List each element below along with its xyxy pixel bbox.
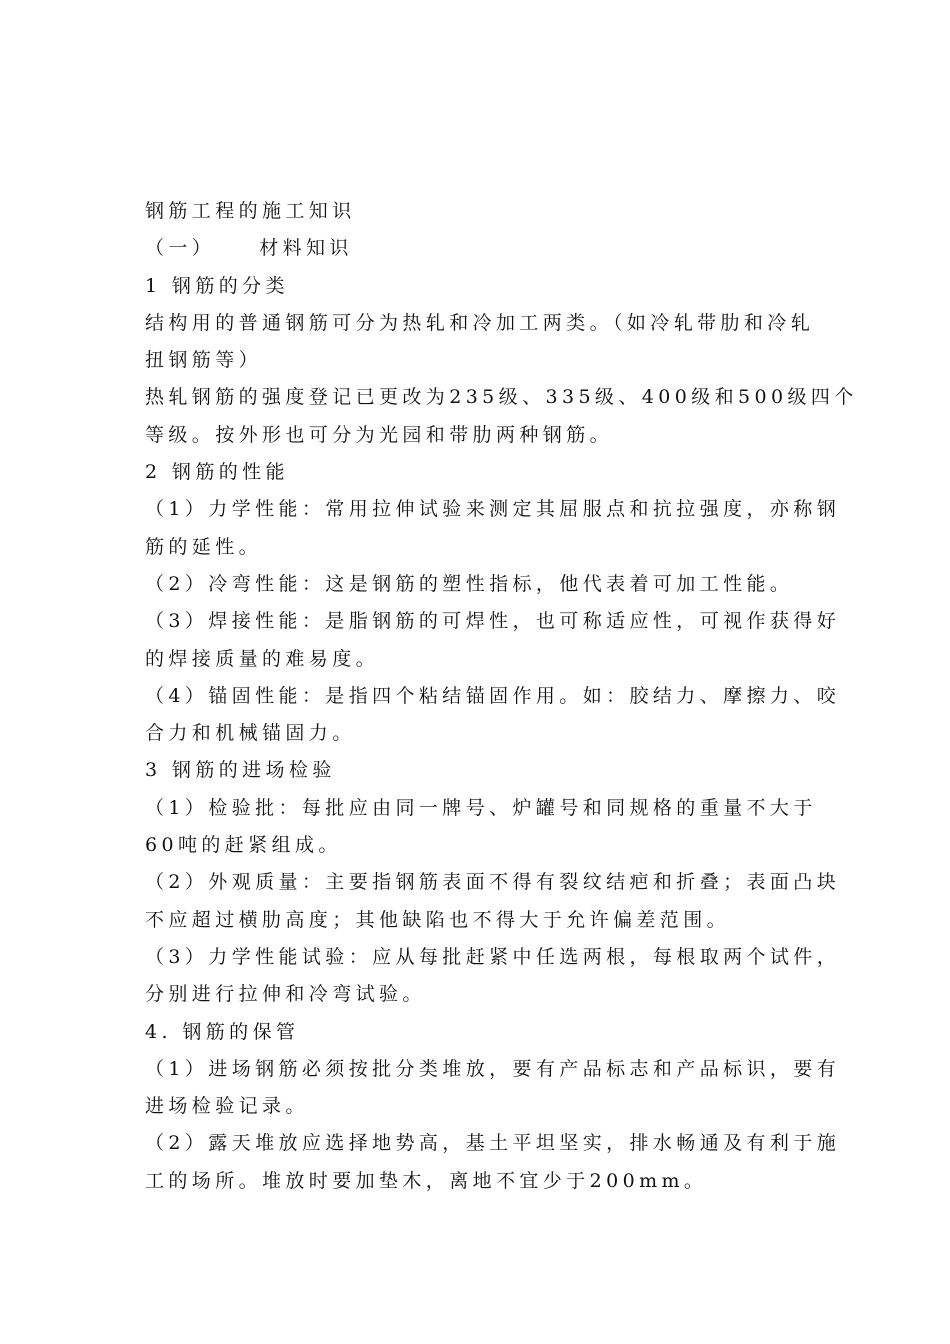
heading-storage: 4. 钢筋的保管	[145, 1020, 300, 1043]
paragraph-line: （1）检验批：每批应由同一牌号、炉罐号和同规格的重量不大于	[145, 796, 817, 819]
paragraph-line: （4）锚固性能：是指四个粘结锚固作用。如：胶结力、摩擦力、咬	[145, 684, 841, 707]
paragraph-line: （2）外观质量：主要指钢筋表面不得有裂纹结疤和折叠；表面凸块	[145, 871, 841, 894]
heading-classification: 1 钢筋的分类	[145, 274, 289, 297]
paragraph-line: 扭钢筋等）	[145, 349, 263, 372]
paragraph-line: （3）焊接性能：是脂钢筋的可焊性，也可称适应性，可视作获得好	[145, 610, 841, 633]
paragraph-line: 分别进行拉伸和冷弯试验。	[145, 983, 426, 1006]
paragraph-line: 热轧钢筋的强度登记已更改为235级、335级、400级和500级四个	[145, 386, 858, 409]
document-title: 钢筋工程的施工知识	[145, 200, 356, 222]
paragraph-line: 等级。按外形也可分为光园和带肋两种钢筋。	[145, 423, 614, 446]
paragraph-line: 合力和机械锚固力。	[145, 722, 356, 745]
section-number: （一）	[145, 237, 216, 260]
paragraph-line: （3）力学性能试验：应从每批赶紧中任选两根，每根取两个试件，	[145, 945, 841, 968]
paragraph-line: 结构用的普通钢筋可分为热轧和冷加工两类。（如冷轧带肋和冷轧	[145, 311, 815, 334]
section-title: 材料知识	[259, 237, 353, 260]
paragraph-line: 不应超过横肋高度；其他缺陷也不得大于允许偏差范围。	[145, 908, 731, 931]
paragraph-line: （2）露天堆放应选择地势高，基土平坦坚实，排水畅通及有利于施	[145, 1132, 841, 1155]
section-heading	[145, 230, 810, 267]
document-page	[145, 193, 858, 1200]
paragraph-line: 筋的延性。	[145, 535, 263, 558]
paragraph-line: （1）进场钢筋必须按批分类堆放，要有产品标志和产品标识，要有	[145, 1057, 841, 1080]
paragraph-line: 60吨的赶紧组成。	[145, 834, 342, 857]
paragraph-line: 进场检验记录。	[145, 1095, 309, 1118]
heading-properties: 2 钢筋的性能	[145, 461, 289, 484]
paragraph-line: 的焊接质量的难易度。	[145, 647, 380, 670]
paragraph-line: （1）力学性能：常用拉伸试验来测定其屈服点和抗拉强度，亦称钢	[145, 498, 841, 521]
paragraph-line: （2）冷弯性能：这是钢筋的塑性指标，他代表着可加工性能。	[145, 572, 794, 595]
paragraph-line: 工的场所。堆放时要加垫木，离地不宜少于200mm。	[145, 1169, 708, 1192]
heading-inspection: 3 钢筋的进场检验	[145, 759, 336, 782]
